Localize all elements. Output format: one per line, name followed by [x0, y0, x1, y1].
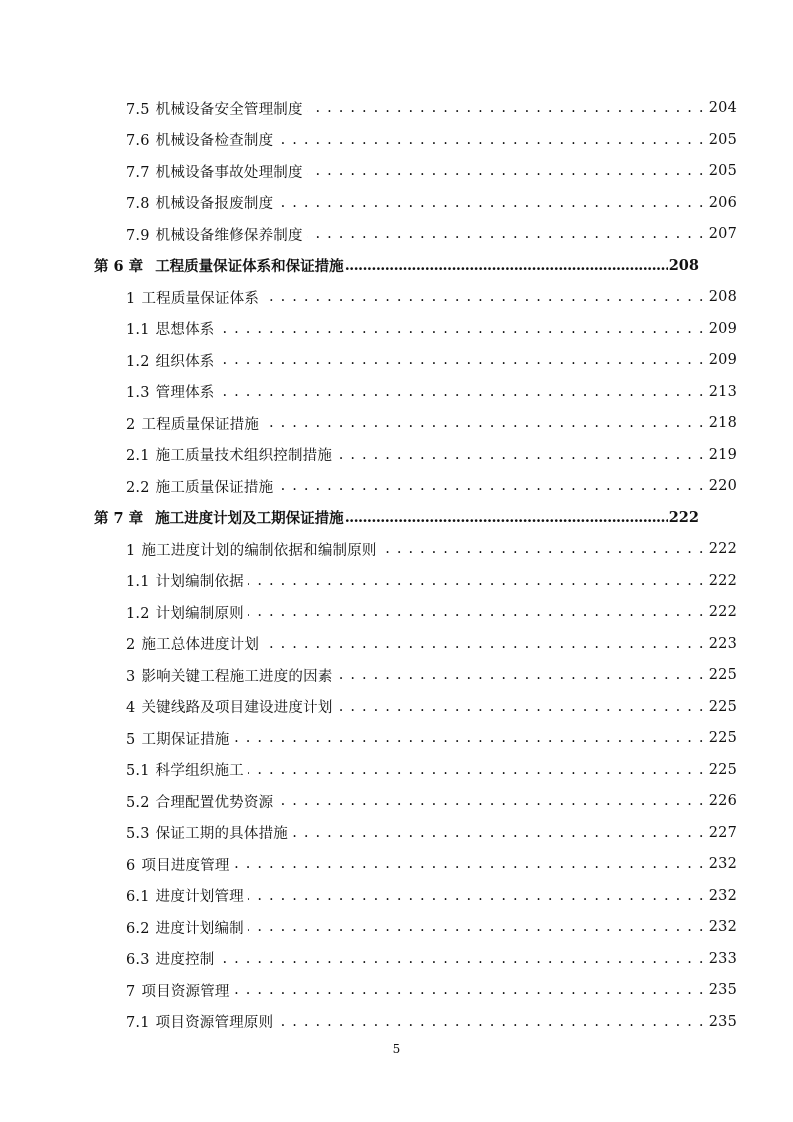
toc-number: 2 — [126, 416, 136, 433]
toc-entry[interactable] — [0, 725, 793, 751]
toc-title: 项目资源管理原则 — [155, 1015, 274, 1031]
toc-page: 225 — [708, 698, 737, 715]
toc-page: 223 — [708, 635, 737, 652]
toc-number: 3 — [126, 668, 136, 685]
toc-page: 219 — [708, 446, 737, 463]
toc-page: 222 — [668, 509, 699, 526]
dot-leader — [307, 221, 705, 247]
toc-title: 工程质量保证措施 — [141, 416, 260, 433]
toc-entry[interactable] — [0, 127, 793, 153]
toc-entry[interactable] — [0, 1009, 793, 1035]
dot-leader — [336, 442, 705, 468]
dot-leader — [307, 95, 705, 121]
toc-page: 232 — [708, 919, 737, 935]
toc-entry[interactable] — [0, 599, 793, 625]
dot-leader — [218, 316, 704, 342]
dot-leader — [345, 253, 668, 279]
toc-title: 管理体系 — [155, 385, 215, 401]
toc-page: 225 — [708, 667, 737, 683]
dot-leader — [345, 505, 668, 531]
toc-title: 保证工期的具体措施 — [155, 826, 288, 842]
toc-number: 6.3 — [126, 952, 150, 968]
toc-entry[interactable] — [0, 316, 793, 342]
toc-title: 施工质量技术组织控制措施 — [155, 448, 333, 464]
toc-title: 计划编制依据 — [155, 574, 244, 590]
toc-number: 1 — [126, 542, 136, 559]
toc-title: 进度控制 — [155, 952, 215, 968]
chapter-number: 第 6 章 — [94, 258, 144, 275]
dot-leader — [248, 883, 705, 909]
toc-number: 1.3 — [126, 385, 150, 401]
toc-title: 机械设备事故处理制度 — [155, 164, 303, 181]
dot-leader — [277, 788, 704, 814]
toc-number: 2.1 — [126, 448, 150, 464]
toc-number: 1.1 — [126, 574, 150, 590]
toc-page: 222 — [708, 572, 737, 589]
toc-entry[interactable] — [0, 379, 793, 405]
toc-entry[interactable] — [0, 914, 793, 940]
toc-number: 7 — [126, 983, 136, 1000]
toc-number: 2.2 — [126, 479, 150, 496]
toc-page: 213 — [708, 383, 737, 400]
toc-entry[interactable] — [0, 190, 793, 216]
toc-number: 5 — [126, 731, 136, 748]
toc-entry[interactable] — [0, 284, 793, 310]
toc-entry[interactable] — [0, 410, 793, 436]
toc-entry[interactable] — [0, 851, 793, 877]
toc-title: 工程质量保证体系 — [141, 290, 260, 307]
toc-number: 7.9 — [126, 227, 150, 244]
chapter-title: 施工进度计划及工期保证措施 — [155, 510, 344, 527]
toc-chapter-entry[interactable] — [0, 505, 793, 531]
toc-title: 施工总体进度计划 — [141, 637, 260, 653]
toc-page: 206 — [708, 194, 737, 211]
dot-leader — [234, 851, 705, 877]
dot-leader — [292, 820, 705, 846]
toc-entry[interactable] — [0, 883, 793, 909]
dot-leader — [277, 473, 704, 499]
toc-title: 工期保证措施 — [141, 731, 230, 748]
toc-title: 思想体系 — [155, 322, 215, 338]
toc-title: 机械设备检查制度 — [155, 133, 274, 149]
toc-entry[interactable] — [0, 694, 793, 720]
toc-page: 235 — [708, 1013, 737, 1030]
toc-number: 1.1 — [126, 322, 150, 338]
toc-page: 205 — [708, 131, 737, 148]
toc-entry[interactable] — [0, 568, 793, 594]
toc-entry[interactable] — [0, 788, 793, 814]
toc-entry[interactable] — [0, 631, 793, 657]
dot-leader — [263, 284, 705, 310]
toc-page: 204 — [708, 100, 737, 116]
toc-page: 232 — [708, 856, 737, 872]
dot-leader — [248, 914, 705, 940]
toc-number: 7.5 — [126, 101, 150, 118]
toc-chapter-entry[interactable] — [0, 253, 793, 279]
toc-number: 5.3 — [126, 826, 150, 842]
dot-leader — [277, 1009, 704, 1035]
toc-number: 1 — [126, 290, 136, 307]
toc-page: 227 — [708, 824, 737, 841]
toc-title: 进度计划管理 — [155, 889, 244, 905]
toc-page: 225 — [708, 730, 737, 746]
page-number: 5 — [392, 1042, 401, 1056]
dot-leader — [234, 977, 705, 1003]
toc-page: 235 — [708, 982, 737, 998]
toc-number: 1.2 — [126, 605, 150, 622]
toc-entry[interactable] — [0, 946, 793, 972]
dot-leader — [248, 599, 705, 625]
toc-entry[interactable] — [0, 158, 793, 184]
toc-number: 5.2 — [126, 794, 150, 811]
toc-page: 220 — [708, 478, 737, 494]
toc-number: 2 — [126, 637, 136, 653]
toc-page: 205 — [708, 163, 737, 179]
toc-page: 222 — [708, 604, 737, 620]
toc-title: 施工进度计划的编制依据和编制原则 — [141, 542, 377, 559]
dot-leader — [277, 127, 704, 153]
toc-number: 6.2 — [126, 920, 150, 937]
toc-page: 232 — [708, 887, 737, 904]
toc-title: 组织体系 — [155, 353, 215, 370]
toc-page: 208 — [708, 289, 737, 305]
toc-page: 222 — [708, 541, 737, 557]
toc-number: 7.1 — [126, 1015, 150, 1031]
chapter-title: 工程质量保证体系和保证措施 — [155, 258, 344, 275]
toc-title: 项目资源管理 — [141, 983, 230, 1000]
toc-title: 计划编制原则 — [155, 605, 244, 622]
dot-leader — [234, 725, 705, 751]
toc-number: 5.1 — [126, 763, 150, 779]
toc-title: 项目进度管理 — [141, 857, 230, 874]
toc-page: 207 — [708, 226, 737, 242]
dot-leader — [263, 631, 705, 657]
toc-title: 进度计划编制 — [155, 920, 244, 937]
toc-title: 关键线路及项目建设进度计划 — [141, 700, 333, 716]
dot-leader — [337, 662, 705, 688]
toc-number: 7.6 — [126, 133, 150, 149]
toc-number: 6.1 — [126, 889, 150, 905]
dot-leader — [277, 190, 704, 216]
toc-title: 合理配置优势资源 — [155, 794, 274, 811]
toc-number: 4 — [126, 700, 136, 716]
toc-page: 209 — [708, 352, 737, 368]
toc-number: 6 — [126, 857, 136, 874]
toc-title: 影响关键工程施工进度的因素 — [141, 668, 333, 685]
toc-page: 226 — [708, 793, 737, 809]
dot-leader — [381, 536, 705, 562]
dot-leader — [307, 158, 705, 184]
toc-entry[interactable] — [0, 536, 793, 562]
toc-entry[interactable] — [0, 221, 793, 247]
toc-entry[interactable] — [0, 757, 793, 783]
toc-page: 209 — [708, 320, 737, 337]
toc-entry[interactable] — [0, 442, 793, 468]
toc-title: 机械设备安全管理制度 — [155, 101, 303, 118]
dot-leader — [218, 946, 704, 972]
toc-entry[interactable] — [0, 95, 793, 121]
chapter-number: 第 7 章 — [94, 510, 144, 527]
toc-page: 225 — [708, 761, 737, 778]
toc-number: 7.7 — [126, 164, 150, 181]
toc-page: 233 — [708, 950, 737, 967]
toc-page: 218 — [708, 415, 737, 431]
toc-number: 7.8 — [126, 196, 150, 212]
toc-title: 施工质量保证措施 — [155, 479, 274, 496]
dot-leader — [248, 568, 705, 594]
toc-title: 科学组织施工 — [155, 763, 244, 779]
toc-entry[interactable] — [0, 473, 793, 499]
dot-leader — [337, 694, 705, 720]
toc-page: 208 — [668, 257, 699, 274]
toc-entry[interactable] — [0, 977, 793, 1003]
toc-entry[interactable] — [0, 347, 793, 373]
toc-title: 机械设备报废制度 — [155, 196, 274, 212]
toc-entry[interactable] — [0, 662, 793, 688]
toc-number: 1.2 — [126, 353, 150, 370]
dot-leader — [218, 347, 704, 373]
toc-entry[interactable] — [0, 820, 793, 846]
dot-leader — [218, 379, 704, 405]
dot-leader — [248, 757, 705, 783]
toc-title: 机械设备维修保养制度 — [155, 227, 303, 244]
dot-leader — [263, 410, 705, 436]
